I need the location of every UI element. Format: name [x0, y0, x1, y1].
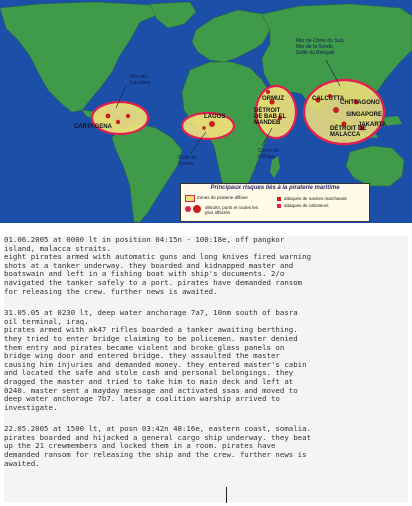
report-entry: 31.05.05 at 0230 lt, deep water anchorage 7a7, 10nm south of basra oil terminal, iraq. pirates armed with ak47 rifles boarded a tanker awaiting berthing. they tried to enter bridge claiming to be policemen. master denied them entry and pirates became violent and broke glass panels on bridge wing door and entered bridge. they assaulted the master causing him injuries and demanded money. they entered master's cabin and located the safe and stole cash and personal belongings. they dragged the master and tried to take him to main deck and left at 0240. master sent a mayday message and activated ssas and moved to deep water anchorage 7b7. later a coalition warship arrived to investigate. [4, 308, 307, 412]
map-legend [180, 183, 370, 222]
piracy-risk-map [0, 0, 412, 223]
label-lagos: LAGOS [204, 114, 226, 120]
legend-swatch-hotspot [185, 206, 191, 212]
landmass-south-america [112, 124, 182, 222]
legend-item-coaster-attacks: attaques de caboteurs [284, 203, 329, 208]
legend-item-merchant-attacks: attaques de navires marchands [284, 196, 347, 201]
legend-swatch-merchant-attack [277, 197, 281, 201]
label-horn-of-africa: Corne de l'Afrique [258, 148, 279, 160]
landmass-australia [346, 146, 404, 186]
legend-title: Principaux risques liés à la piraterie maritime [210, 185, 340, 191]
text-cursor [226, 487, 227, 503]
landmass-greenland [150, 2, 196, 28]
legend-item-hotspots: détroits, ports et routes les plus affectés [205, 205, 259, 215]
report-entry: 22.05.2005 at 1500 lt, at posn 03:42n 48:16e, eastern coast, somalia. pirates boarded and hijacked a general cargo ship underway. they beat up the 21 crewmembers and locked them in a room. pirates have demanded ransom for releasing the ship and the crew. further news is awaited. [4, 424, 312, 468]
label-kolkata: CALCUTTA [312, 96, 345, 102]
label-cartagena: CARTAGENA [74, 124, 112, 130]
landmass-north-america [0, 2, 160, 112]
label-jakarta: JAKARTA [358, 122, 387, 128]
landmass-europe [192, 10, 270, 62]
label-ormuz: ORMUZ [262, 96, 284, 102]
label-gulf-of-guinea: Golfe de Guinée [178, 155, 197, 167]
label-malacca-strait: DÉTROIT DE MALACCA [330, 126, 367, 138]
legend-swatch-coaster-attack [277, 204, 281, 208]
legend-swatch-hotspot-large [193, 205, 201, 213]
legend-item-diffuse-zone: Zones de piraterie diffuse [197, 195, 248, 200]
label-south-china-sea: Mer de Chine du Sud, Mer de la Sonde, Golfe du Bengale [296, 38, 345, 56]
piracy-report-text [4, 236, 408, 502]
label-singapore: SINGAPORE [346, 112, 383, 118]
label-bab-el-mandeb: DÉTROIT DE BAB EL MANDEB [254, 108, 287, 126]
label-chittagong: CHITTAGONG [340, 100, 380, 106]
report-entry: 01.06.2005 at 0000 lt in position 04:15n - 100:18e, off pangkor island, malacca straits. eight pirates armed with automatic guns and long knives fired warning shots at a tanker underway. they boarded and kidnapped master and boatswain and left in a fishing boat with ship's documents. 2/o navigated the tanker safely to a port. pirates have demanded ransom for releasing the crew. further news is awaited. [4, 235, 312, 296]
label-caribbean-sea: Mer des Caraïbes [130, 74, 151, 86]
legend-swatch-diffuse-zone [185, 195, 195, 202]
